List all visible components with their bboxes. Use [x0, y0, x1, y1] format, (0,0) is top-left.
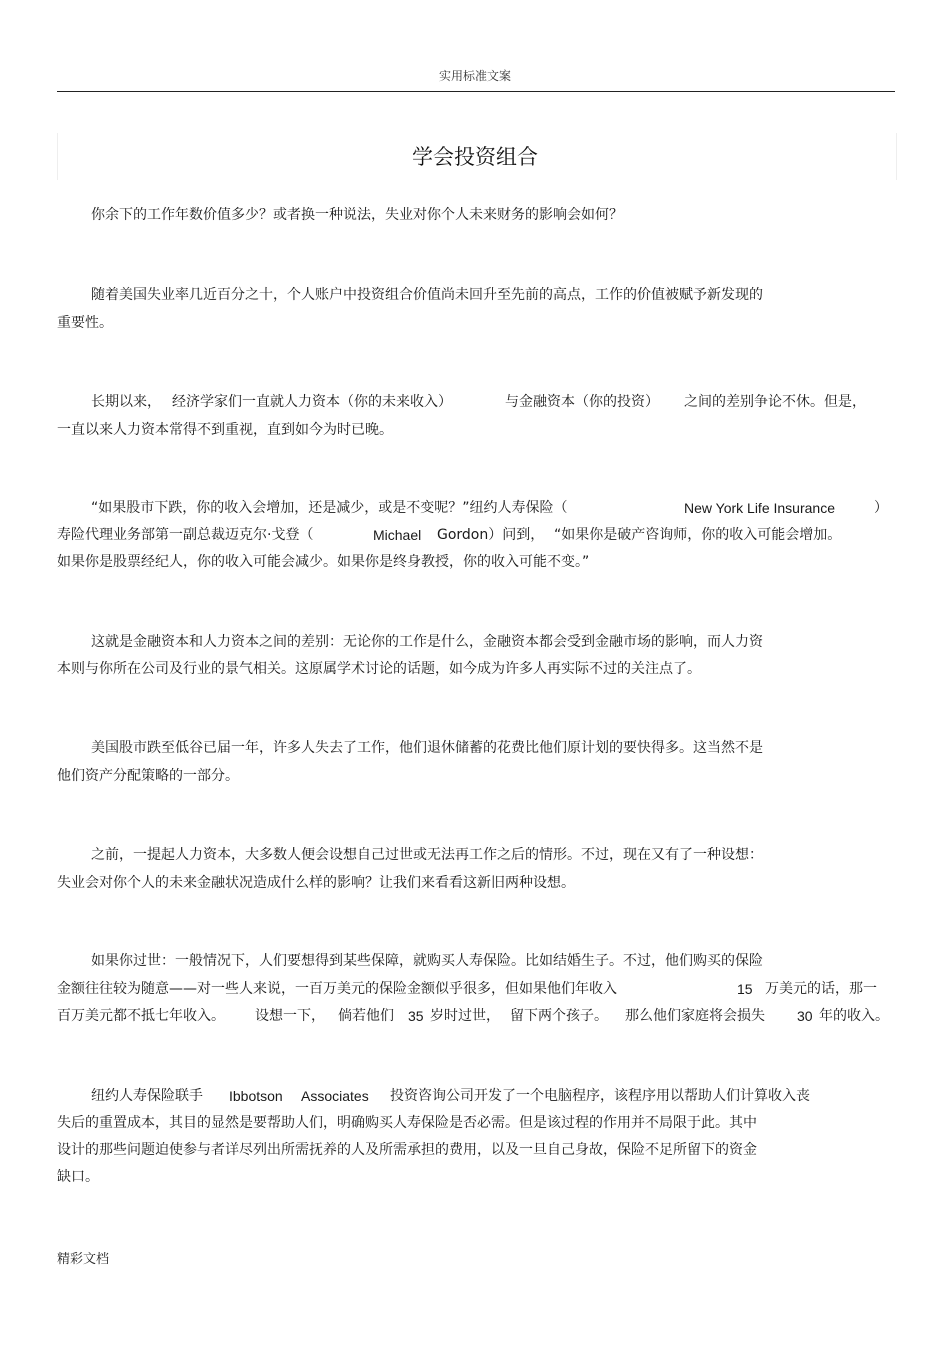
text-segment: 年的收入。 — [819, 1008, 889, 1024]
paragraph-line: 重要性。 — [57, 315, 113, 331]
paragraph-line — [91, 499, 891, 517]
text-segment: “如果你是破产咨询师，你的收入可能会增加。 — [554, 527, 842, 543]
text-segment: Michael — [373, 527, 422, 543]
text-segment: 百万美元都不抵七年收入。 — [57, 1008, 225, 1024]
paragraph-line: 失业会对你个人的未来金融状况造成什么样的影响？让我们来看看这新旧两种设想。 — [57, 875, 575, 891]
paragraph-line: 如果你是股票经纪人，你的收入可能会减少。如果你是终身教授，你的收入可能不变。” — [57, 554, 590, 570]
text-segment: 与金融资本（你的投资） — [505, 394, 659, 410]
paragraph-line: 随着美国失业率几近百分之十，个人账户中投资组合价值尚未回升至先前的高点，工作的价值被赋予新发现的 — [91, 287, 763, 303]
text-segment: 长期以来， — [91, 394, 161, 410]
text-segment: Ibbotson — [229, 1088, 283, 1104]
paragraph-line: 之前，一提起人力资本，大多数人便会设想自己过世或无法再工作之后的情形。不过，现在又有了一种设想： — [91, 847, 763, 863]
paragraph-line — [57, 1007, 897, 1025]
page-footer: 精彩文档 — [57, 1252, 110, 1267]
paragraph-line: 一直以来人力资本常得不到重视，直到如今为时已晚。 — [57, 422, 393, 438]
text-segment: New York Life Insurance — [684, 500, 835, 516]
text-segment: “如果股市下跌，你的收入会增加，还是减少，或是不变呢？”纽约人寿保险（ — [91, 500, 568, 516]
paragraph-line — [91, 1087, 891, 1105]
text-segment: 35 — [408, 1008, 424, 1024]
text-segment: 之间的差别争论不休。但是， — [684, 394, 866, 410]
paragraph-line: 你余下的工作年数价值多少？或者换一种说法，失业对你个人未来财务的影响会如何？ — [91, 207, 623, 223]
text-segment: 金额往往较为随意——对一些人来说，一百万美元的保险金额似乎很多，但如果他们年收入 — [57, 981, 617, 997]
paragraph-line: 缺口。 — [57, 1169, 99, 1185]
text-segment: 万美元的话，那一 — [765, 981, 877, 997]
text-segment: 15 — [737, 981, 753, 997]
paragraph-line: 失后的重置成本，其目的显然是要帮助人们，明确购买人寿保险是否必需。但是该过程的作用并不局限于此。其中 — [57, 1115, 757, 1131]
page-header: 实用标准文案 — [438, 69, 511, 83]
text-segment: ） — [874, 500, 888, 516]
paragraph-line: 如果你过世：一般情况下，人们要想得到某些保障，就购买人寿保险。比如结婚生子。不过，他们购买的保险 — [91, 953, 763, 969]
text-segment: 经济学家们一直就人力资本（你的未来收入） — [172, 394, 452, 410]
text-segment: 投资咨询公司开发了一个电脑程序，该程序用以帮助人们计算收入丧 — [390, 1088, 810, 1104]
paragraph-line — [57, 980, 897, 998]
paragraph-line: 本则与你所在公司及行业的景气相关。这原属学术讨论的话题，如今成为许多人再实际不过的关注点了。 — [57, 661, 701, 677]
paragraph-line: 他们资产分配策略的一部分。 — [57, 768, 239, 784]
paragraph-line: 这就是金融资本和人力资本之间的差别：无论你的工作是什么，金融资本都会受到金融市场的影响，而人力资 — [91, 634, 763, 650]
text-segment: Associates — [301, 1088, 369, 1104]
paragraph-line: 美国股市跌至低谷已届一年，许多人失去了工作，他们退休储蓄的花费比他们原计划的要快得多。这当然不是 — [91, 740, 763, 756]
text-segment: 岁时过世， — [430, 1008, 500, 1024]
text-segment: 倘若他们 — [338, 1008, 394, 1024]
paragraph-line — [57, 526, 897, 544]
paragraph-line: 设计的那些问题迫使参与者详尽列出所需抚养的人及所需承担的费用，以及一旦自己身故，保险不足所留下的资金 — [57, 1142, 757, 1158]
text-segment: 设想一下， — [255, 1008, 325, 1024]
text-segment: Gordon）问到， — [437, 527, 545, 543]
text-segment: 那么他们家庭将会损失 — [625, 1008, 765, 1024]
text-segment: 寿险代理业务部第一副总裁迈克尔·戈登（ — [57, 527, 314, 543]
document-title: 学会投资组合 — [412, 145, 538, 169]
paragraph-line — [91, 393, 891, 411]
text-segment: 纽约人寿保险联手 — [91, 1088, 203, 1104]
header-divider — [57, 91, 895, 92]
text-segment: 留下两个孩子。 — [510, 1008, 608, 1024]
text-segment: 30 — [797, 1008, 813, 1024]
